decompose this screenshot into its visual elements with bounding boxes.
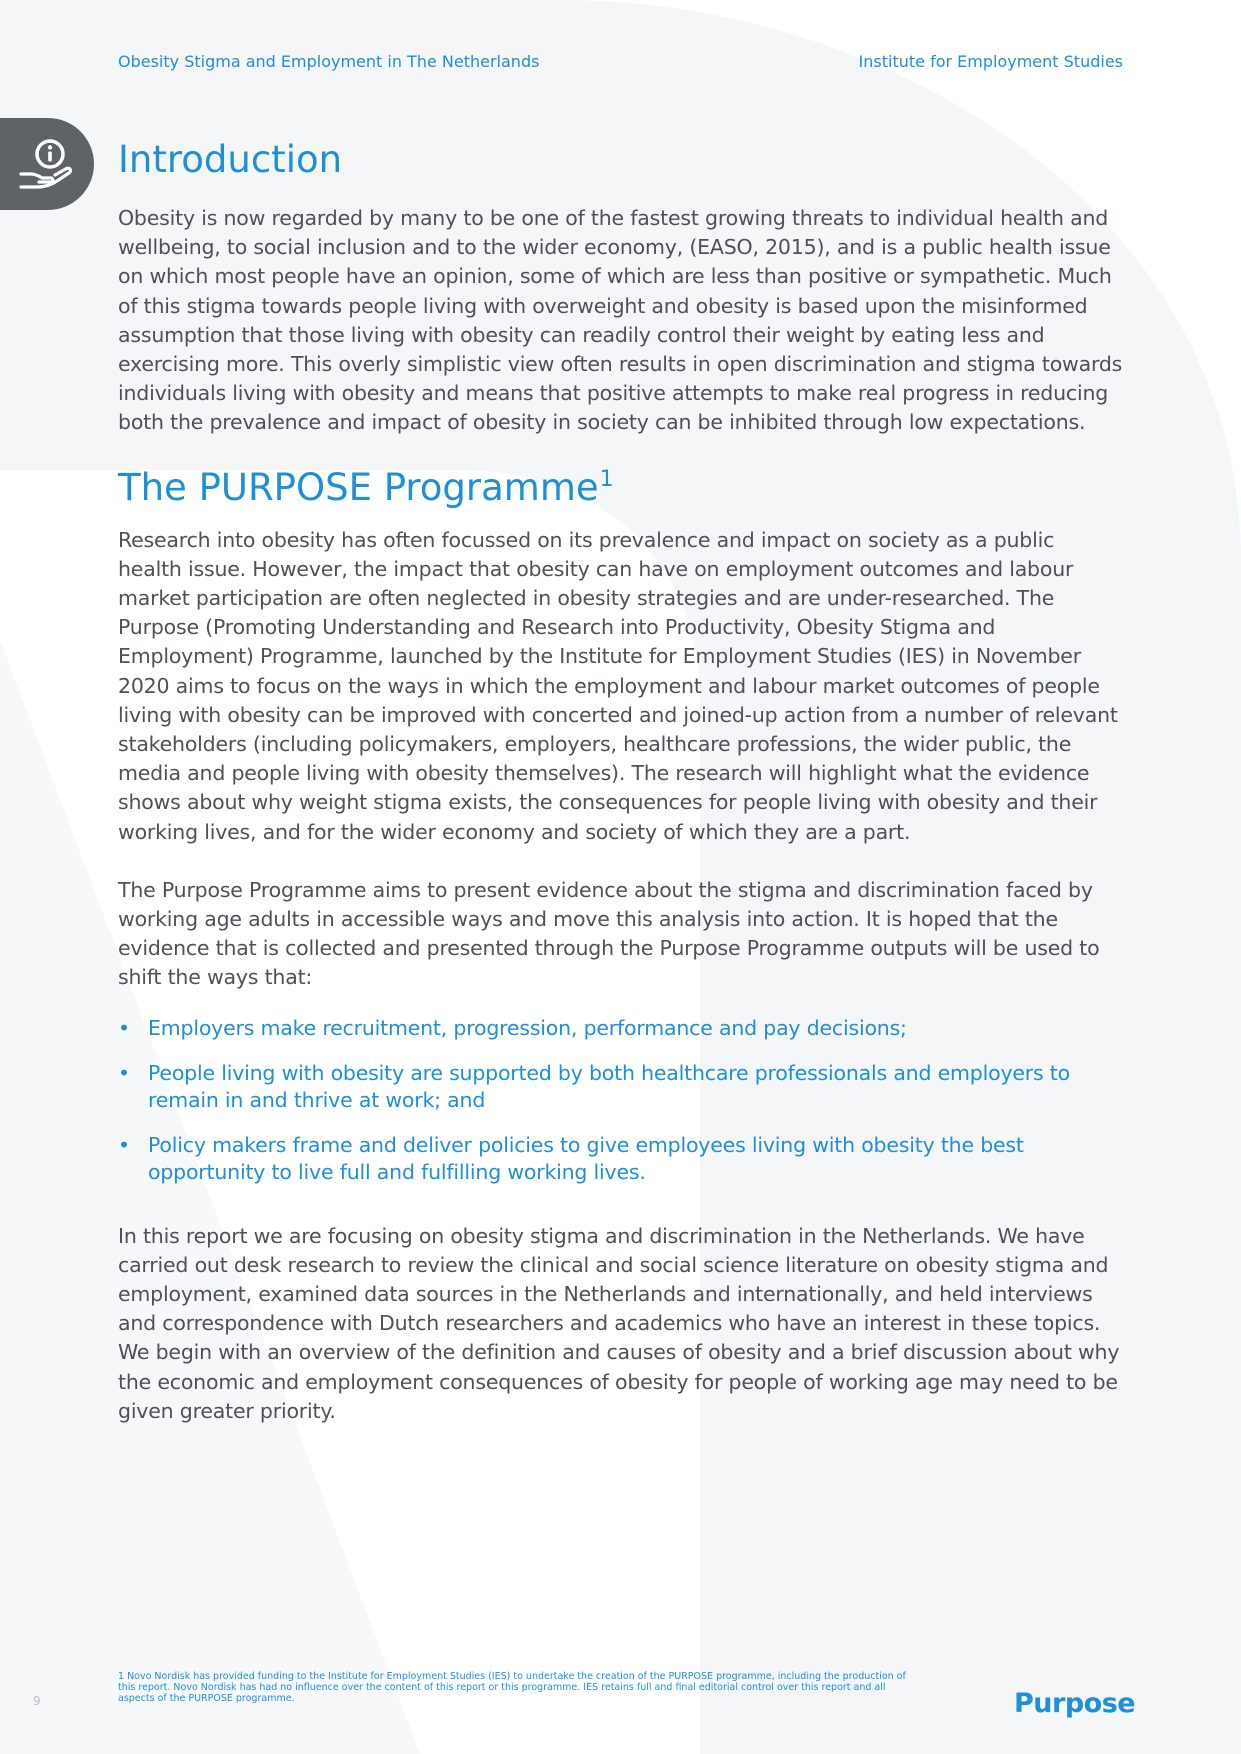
page-header [118,52,1123,71]
page-number: 9 [33,1694,41,1708]
bullet-text: People living with obesity are supported by both healthcare professionals and employers to remain in and thrive at work; and [148,1060,1070,1112]
bullet-icon: • [118,1015,130,1040]
section-tab [0,118,94,210]
purpose-logo: Purpose [1014,1688,1136,1719]
bullet-icon: • [118,1132,130,1157]
outcomes-bullet-list [118,1015,1124,1186]
header-report-title: Obesity Stigma and Employment in The Netherlands [118,52,540,71]
purpose-heading-text: The PURPOSE Programme [118,465,599,509]
introduction-heading: Introduction [118,138,343,181]
list-item [118,1015,1124,1042]
header-institute-name: Institute for Employment Studies [858,52,1123,71]
programme-paragraph-2: The Purpose Programme aims to present evidence about the stigma and discrimination faced by working age adults in accessible ways and move this analysis into action. It is hoped that the evidence that is collected and presented through the Purpose Programme outputs will be used to shift the ways that: [118,877,1100,990]
main-content [118,136,1124,1426]
bullet-text: Employers make recruitment, progression, performance and pay decisions; [148,1015,907,1040]
programme-paragraph-3: In this report we are focusing on obesity stigma and discrimination in the Netherlands. We have carried out desk research to review the clinical and social science literature on obesity stigma and employment, examined data sources in the Netherlands and internationally, and held interviews and correspondence with Dutch researchers and academics who have an interest in these topics. We begin with an overview of the definition and causes of obesity and a brief discussion about why the economic and employment consequences of obesity for people of working age may need to be given greater priority. [118,1223,1120,1423]
purpose-programme-heading [118,456,1124,512]
list-item [118,1060,1124,1114]
hand-holding-info-icon [15,132,79,196]
list-item [118,1132,1124,1186]
footnote: 1 Novo Nordisk has provided funding to the Institute for Employment Studies (IES) to undertake the creation of the PURPOSE programme, including the production of this report. Novo Nordisk has had no influence over the content of this report or this programme. IES retains full and final editorial control over this report and all aspects of the PURPOSE programme. [118,1671,906,1704]
programme-paragraph-1: Research into obesity has often focussed on its prevalence and impact on society as a public health issue. However, the impact that obesity can have on employment outcomes and labour market participation are often neglected in obesity strategies and are under-researched. The Purpose (Promoting Understanding and Research into Productivity, Obesity Stigma and Employment) Programme, launched by the Institute for Employment Studies (IES) in November 2020 aims to focus on the ways in which the employment and labour market outcomes of people living with obesity can be improved with concerted and joined-up action from a number of relevant stakeholders (including policymakers, employers, healthcare professions, the wider public, the media and people living with obesity themselves). The research will highlight what the evidence shows about why weight stigma exists, the consequences for people living with obesity and their working lives, and for the wider economy and society of which they are a part. [118,527,1118,844]
bullet-icon: • [118,1060,130,1085]
introduction-paragraph: Obesity is now regarded by many to be one of the fastest growing threats to individual health and wellbeing, to social inclusion and to the wider economy, (EASO, 2015), and is a public health issue on which most people have an opinion, some of which are less than positive or sympathetic. Much of this stigma towards people living with overweight and obesity is based upon the misinformed assumption that those living with obesity can readily control their weight by eating less and exercising more. This overly simplistic view often results in open discrimination and stigma towards individuals living with obesity and means that positive attempts to make real progress in reducing both the prevalence and impact of obesity in society can be inhibited through low expectations. [118,206,1123,435]
bullet-text: Policy makers frame and deliver policies to give employees living with obesity the best opportunity to live full and fulfilling working lives. [148,1132,1024,1184]
footnote-reference: 1 [599,466,614,492]
